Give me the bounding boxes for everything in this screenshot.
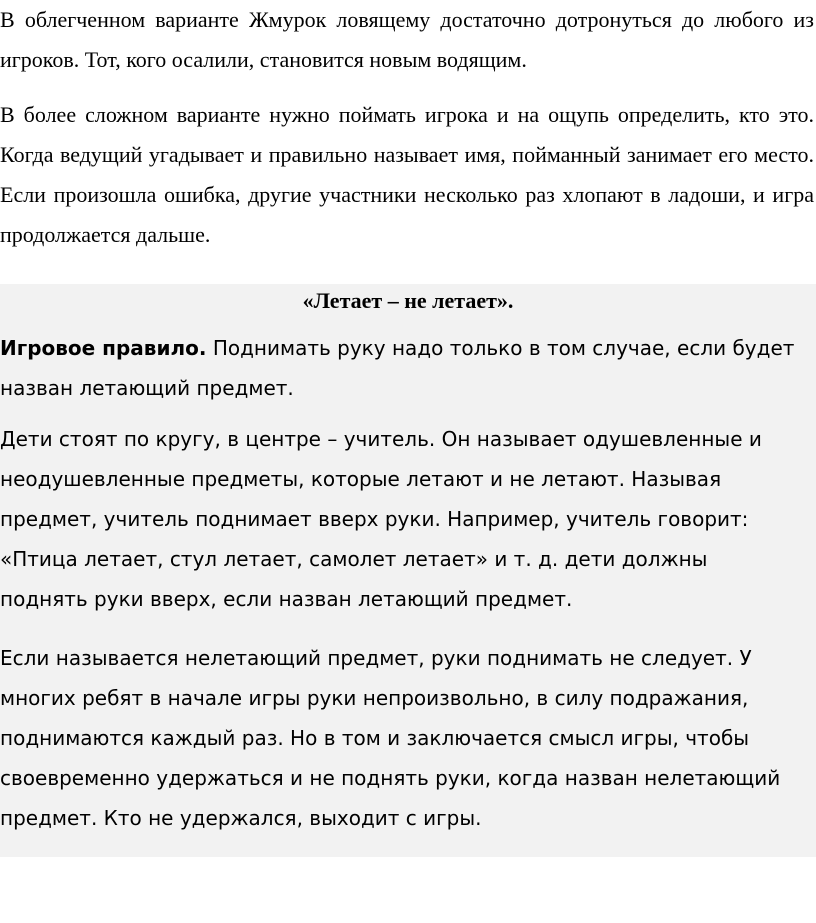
intro-paragraph-2: В более сложном варианте нужно поймать игрока и на ощупь определить, кто это. Когда ведущий угадывает и правильно называет имя, пойманный занимает его место. Если произошла ошибка, другие участники несколько раз хлопают в ладоши, и игра продолжается дальше. xyxy=(0,102,814,247)
game-rule-paragraph xyxy=(0,328,800,408)
section-title: «Летает – не летает». xyxy=(302,288,514,313)
rule-text: Поднимать руку надо только в том случае, если будет назван летающий предмет. xyxy=(0,336,795,400)
intro-paragraph-1: В облегченном варианте Жмурок ловящему достаточно дотронуться до любого из игроков. Тот, кого осалили, становится новым водящим. xyxy=(0,7,814,72)
game-section xyxy=(0,284,816,857)
rule-label: Игровое правило. xyxy=(0,336,207,360)
game-paragraph-2: Если называется нелетающий предмет, руки поднимать не следует. У многих ребят в начале игры руки непроизвольно, в силу подражания, поднимаются каждый раз. Но в том и заключается смысл игры, чтобы своевременно удержаться и не поднять руки, когда назван нелетающий предмет. Кто не удержался, выходит с игры. xyxy=(0,646,781,830)
game-paragraph-1: Дети стоят по кругу, в центре – учитель. Он называет одушевленные и неодушевленные предметы, которые летают и не летают. Называя предмет, учитель поднимает вверх руки. Например, учитель говорит: «Птица летает, стул летает, самолет летает» и т. д. дети должны поднять руки вверх, если назван летающий предмет. xyxy=(0,427,762,611)
